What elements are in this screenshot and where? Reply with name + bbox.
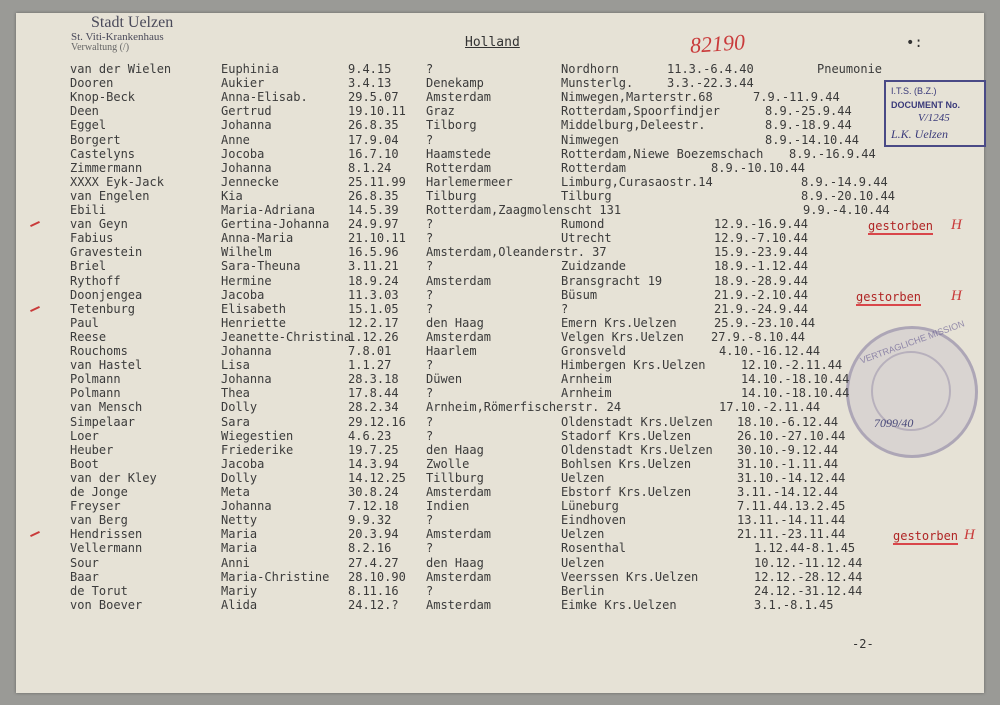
row-origin: den Haag <box>426 442 484 457</box>
row-birth: 28.3.18 <box>348 372 399 387</box>
corner-mark: •: <box>906 35 923 51</box>
row-name: Hendrissen <box>70 527 143 542</box>
row-origin: Arnheim,Römerfischerstr. 24 <box>426 400 622 415</box>
row-origin: ? <box>426 231 434 246</box>
row-name: Zimmermann <box>70 160 143 175</box>
row-dates: 1.12.44-8.1.45 <box>754 541 856 556</box>
row-address: Bransgracht 19 <box>561 273 663 288</box>
row-birth: 14.12.25 <box>348 470 406 485</box>
seal-handwritten-number: 7099/40 <box>874 416 914 430</box>
row-address: Rotterdam,Spoorfindjer <box>561 104 720 119</box>
row-birth: 3.4.13 <box>348 76 392 91</box>
row-origin: ? <box>426 541 434 556</box>
row-origin: ? <box>426 301 434 316</box>
row-first: Dolly <box>221 400 258 415</box>
row-birth: 7.8.01 <box>348 344 392 358</box>
row-dates: 7.9.-11.9.44 <box>753 90 840 105</box>
row-birth: 8.1.24 <box>348 160 392 175</box>
row-birth: 8.2.16 <box>348 541 392 556</box>
row-birth: 17.9.04 <box>348 132 399 147</box>
row-address: Limburg,Curasaostr.14 <box>561 174 713 189</box>
row-name: Eggel <box>70 118 107 133</box>
row-dates: 3.3.-22.3.44 <box>667 76 754 91</box>
row-address: Gronsveld <box>561 344 627 358</box>
row-dates: 12.12.-28.12.44 <box>754 569 863 584</box>
row-origin: ? <box>426 132 434 147</box>
row-origin: Amsterdam <box>426 329 492 344</box>
row-first: Jennecke <box>221 174 279 189</box>
row-birth: 20.3.94 <box>348 527 399 542</box>
row-name: van der Wielen <box>70 62 172 76</box>
row-birth: 25.11.99 <box>348 174 406 189</box>
row-address: Bohlsen Krs.Uelzen <box>561 456 692 471</box>
row-address: Munsterlg. <box>561 76 634 91</box>
row-first: Mariy <box>221 583 258 598</box>
cause-annotation: Pneumonie <box>817 62 883 76</box>
row-origin: Tilborg <box>426 118 477 133</box>
row-address: Lüneburg <box>561 499 619 514</box>
row-address: Nordhorn <box>561 62 619 76</box>
row-origin: Haarlem <box>426 344 477 358</box>
row-birth: 1.1.27 <box>348 358 392 373</box>
row-address: Oldenstadt Krs.Uelzen <box>561 414 713 429</box>
row-dates: 8.9.-25.9.44 <box>765 104 852 119</box>
row-origin: Amsterdam <box>426 527 492 542</box>
row-dates: 14.10.-18.10.44 <box>741 386 850 401</box>
row-address: Nimwegen,Marterstr.68 <box>561 90 713 105</box>
row-dates: 25.9.-23.10.44 <box>714 315 816 330</box>
row-origin: Haamstede <box>426 146 492 161</box>
row-address: Rotterdam,Niewe Boezemschach <box>561 146 764 161</box>
row-origin: ? <box>426 287 434 302</box>
round-seal-stamp: VERTRAGLICHE MISSION <box>846 326 978 458</box>
row-birth: 19.7.25 <box>348 442 399 457</box>
row-address: Rotterdam <box>561 160 627 175</box>
death-annotation: gestorben <box>856 289 922 304</box>
row-origin: Harlemermeer <box>426 174 513 189</box>
row-name: van Mensch <box>70 400 143 415</box>
row-address: Ebstorf Krs.Uelzen <box>561 485 692 499</box>
row-address: Nimwegen <box>561 132 619 147</box>
row-name: van der Kley <box>70 470 157 485</box>
row-dates: 31.10.-1.11.44 <box>737 456 839 471</box>
row-birth: 12.2.17 <box>348 315 399 330</box>
row-origin: Tilburg <box>426 188 477 203</box>
row-address: Berlin <box>561 583 605 598</box>
row-first: Anna-Elisab. <box>221 90 308 105</box>
row-name: Tetenburg <box>70 301 136 316</box>
row-origin: ? <box>426 428 434 443</box>
row-birth: 29.5.07 <box>348 90 399 105</box>
row-name: Gravestein <box>70 245 143 260</box>
row-dates: 21.9.-2.10.44 <box>714 287 808 302</box>
row-first: Meta <box>221 485 250 499</box>
row-origin: Amsterdam <box>426 597 492 612</box>
row-origin: Rotterdam,Zaagmolenscht 131 <box>426 203 622 217</box>
hospital-stamp: Stadt Uelzen St. Viti-Krankenhaus Verwaltung (/) <box>71 14 174 54</box>
row-origin: den Haag <box>426 555 484 570</box>
row-dates: 8.9.-14.10.44 <box>765 132 859 147</box>
row-name: van Geyn <box>70 217 128 232</box>
row-first: Maria-Christine <box>221 569 330 584</box>
row-dates: 15.9.-23.9.44 <box>714 245 808 260</box>
row-birth: 16.7.10 <box>348 146 399 161</box>
row-first: Johanna <box>221 344 272 358</box>
row-name: Polmann <box>70 372 121 387</box>
row-address: Arnheim <box>561 386 612 401</box>
row-first: Maria <box>221 527 258 542</box>
row-dates: 4.10.-16.12.44 <box>719 344 821 358</box>
row-birth: 1.12.26 <box>348 329 399 344</box>
row-name: van Berg <box>70 513 128 528</box>
row-first: Euphinia <box>221 62 279 76</box>
row-origin: Amsterdam <box>426 569 492 584</box>
handwritten-reference-number: 82190 <box>689 29 746 58</box>
row-origin: ? <box>426 513 434 528</box>
row-name: van Engelen <box>70 188 150 203</box>
row-name: van Hastel <box>70 358 143 373</box>
row-birth: 16.5.96 <box>348 245 399 260</box>
row-origin: Rotterdam <box>426 160 492 175</box>
row-address: Eimke Krs.Uelzen <box>561 597 677 612</box>
row-dates: 7.11.44.13.2.45 <box>737 499 846 514</box>
row-first: Anna-Maria <box>221 231 294 246</box>
row-first: Alida <box>221 597 258 612</box>
row-dates: 30.10.-9.12.44 <box>737 442 839 457</box>
row-dates: 26.10.-27.10.44 <box>737 428 846 443</box>
row-first: Johanna <box>221 160 272 175</box>
row-address: Veerssen Krs.Uelzen <box>561 569 699 584</box>
row-dates: 31.10.-14.12.44 <box>737 470 846 485</box>
row-origin: Amsterdam,Oleanderstr. 37 <box>426 245 607 260</box>
row-first: Aukier <box>221 76 265 91</box>
row-dates: 8.9.-14.9.44 <box>801 174 888 189</box>
page-number: -2- <box>852 637 874 651</box>
row-first: Sara <box>221 414 250 429</box>
row-address: Utrecht <box>561 231 612 246</box>
row-name: de Torut <box>70 583 128 598</box>
row-address: Zuidzande <box>561 259 627 274</box>
row-origin: Denekamp <box>426 76 484 91</box>
row-address: Arnheim <box>561 372 612 387</box>
row-birth: 15.1.05 <box>348 301 399 316</box>
row-dates: 21.11.-23.11.44 <box>737 527 846 542</box>
row-origin: Tillburg <box>426 470 484 485</box>
row-first: Gertrud <box>221 104 272 119</box>
row-first: Hermine <box>221 273 272 288</box>
row-first: Friederike <box>221 442 294 457</box>
row-origin: Graz <box>426 104 455 119</box>
row-dates: 17.10.-2.11.44 <box>719 400 821 415</box>
row-address: Himbergen Krs.Uelzen <box>561 358 706 373</box>
row-dates: 10.12.-11.12.44 <box>754 555 863 570</box>
row-name: Boot <box>70 456 99 471</box>
row-name: Rythoff <box>70 273 121 288</box>
row-birth: 27.4.27 <box>348 555 399 570</box>
row-dates: 18.9.-28.9.44 <box>714 273 808 288</box>
row-birth: 4.6.23 <box>348 428 392 443</box>
row-dates: 24.12.-31.12.44 <box>754 583 863 598</box>
row-address: Tilburg <box>561 188 612 203</box>
row-first: Jocoba <box>221 146 265 161</box>
row-first: Maria-Adriana <box>221 203 315 217</box>
row-first: Kia <box>221 188 243 203</box>
row-birth: 9.4.15 <box>348 62 392 76</box>
row-birth: 24.9.97 <box>348 217 399 232</box>
row-dates: 3.11.-14.12.44 <box>737 485 839 499</box>
row-dates: 12.10.-2.11.44 <box>741 358 843 373</box>
row-first: Johanna <box>221 118 272 133</box>
row-dates: 8.9.-16.9.44 <box>789 146 876 161</box>
row-origin: ? <box>426 217 434 232</box>
row-birth: 24.12.? <box>348 597 399 612</box>
death-annotation: gestorben <box>893 529 959 544</box>
row-name: Sour <box>70 555 99 570</box>
row-birth: 29.12.16 <box>348 414 406 429</box>
row-birth: 8.11.16 <box>348 583 399 598</box>
row-name: Rouchoms <box>70 344 128 358</box>
row-name: Vellermann <box>70 541 143 556</box>
row-dates: 18.9.-1.12.44 <box>714 259 808 274</box>
row-name: Simpelaar <box>70 414 136 429</box>
row-dates: 8.9.-20.10.44 <box>801 188 895 203</box>
row-birth: 17.8.44 <box>348 386 399 401</box>
row-first: Gertina-Johanna <box>221 217 330 232</box>
row-address: Middelburg,Deleestr. <box>561 118 706 133</box>
row-birth: 19.10.11 <box>348 104 406 119</box>
row-origin: Amsterdam <box>426 273 492 288</box>
row-name: Reese <box>70 329 107 344</box>
row-dates: 8.9.-10.10.44 <box>711 160 805 175</box>
death-symbol: H <box>964 527 975 544</box>
row-first: Sara-Theuna <box>221 259 301 274</box>
page-title: Holland <box>465 35 520 50</box>
row-first: Henriette <box>221 315 287 330</box>
row-origin: ? <box>426 583 434 598</box>
row-address: Büsum <box>561 287 598 302</box>
row-first: Wilhelm <box>221 245 272 260</box>
death-annotation: gestorben <box>868 219 934 234</box>
row-first: Netty <box>221 513 258 528</box>
row-first: Elisabeth <box>221 301 287 316</box>
row-first: Wiegestien <box>221 428 294 443</box>
row-name: Ebili <box>70 203 107 217</box>
row-name: XXXX Eyk-Jack <box>70 174 164 189</box>
row-birth: 21.10.11 <box>348 231 406 246</box>
row-origin: Amsterdam <box>426 485 492 499</box>
tick-mark <box>30 306 40 312</box>
row-address: Eindhoven <box>561 513 627 528</box>
row-name: Heuber <box>70 442 114 457</box>
row-address: Uelzen <box>561 527 605 542</box>
row-origin: Amsterdam <box>426 90 492 105</box>
row-name: Fabius <box>70 231 114 246</box>
row-first: Jeanette-Christina <box>221 329 352 344</box>
row-name: Paul <box>70 315 99 330</box>
row-name: Freyser <box>70 499 121 514</box>
row-first: Johanna <box>221 372 272 387</box>
death-symbol: H <box>951 217 962 234</box>
row-address: Rumond <box>561 217 605 232</box>
row-name: Baar <box>70 569 99 584</box>
row-name: Borgert <box>70 132 121 147</box>
row-birth: 3.11.21 <box>348 259 399 274</box>
row-address: Uelzen <box>561 555 605 570</box>
row-first: Jacoba <box>221 287 265 302</box>
row-birth: 9.9.32 <box>348 513 392 528</box>
row-origin: Zwolle <box>426 456 470 471</box>
tick-mark <box>30 531 40 537</box>
row-first: Lisa <box>221 358 250 373</box>
row-dates: 3.1.-8.1.45 <box>754 597 834 612</box>
row-origin: ? <box>426 386 434 401</box>
row-dates: 14.10.-18.10.44 <box>741 372 850 387</box>
document-sheet <box>16 13 984 693</box>
row-dates: 13.11.-14.11.44 <box>737 513 846 528</box>
row-first: Jacoba <box>221 456 265 471</box>
row-name: Doonjengea <box>70 287 143 302</box>
row-address: Stadorf Krs.Uelzen <box>561 428 692 443</box>
row-dates: 8.9.-18.9.44 <box>765 118 852 133</box>
row-address: Velgen Krs.Uelzen <box>561 329 684 344</box>
row-address: ? <box>561 301 569 316</box>
row-origin: den Haag <box>426 315 484 330</box>
row-dates: 9.9.-4.10.44 <box>803 203 890 217</box>
row-dates: 12.9.-16.9.44 <box>714 217 808 232</box>
row-name: de Jonge <box>70 485 128 499</box>
row-address: Oldenstadt Krs.Uelzen <box>561 442 713 457</box>
row-address: Rosenthal <box>561 541 627 556</box>
row-first: Anni <box>221 555 250 570</box>
row-name: Deen <box>70 104 99 119</box>
row-name: Knop-Beck <box>70 90 136 105</box>
row-origin: ? <box>426 259 434 274</box>
row-birth: 18.9.24 <box>348 273 399 288</box>
row-name: Briel <box>70 259 107 274</box>
row-first: Maria <box>221 541 258 556</box>
row-birth: 28.10.90 <box>348 569 406 584</box>
row-name: Loer <box>70 428 99 443</box>
row-birth: 14.3.94 <box>348 456 399 471</box>
row-origin: ? <box>426 414 434 429</box>
tick-mark <box>30 221 40 227</box>
row-first: Thea <box>221 386 250 401</box>
row-birth: 14.5.39 <box>348 203 399 217</box>
row-origin: ? <box>426 62 434 76</box>
row-dates: 12.9.-7.10.44 <box>714 231 808 246</box>
row-name: Dooren <box>70 76 114 91</box>
row-first: Anne <box>221 132 250 147</box>
row-birth: 11.3.03 <box>348 287 399 302</box>
row-name: Polmann <box>70 386 121 401</box>
row-birth: 26.8.35 <box>348 188 399 203</box>
row-birth: 30.8.24 <box>348 485 399 499</box>
row-dates: 21.9.-24.9.44 <box>714 301 808 316</box>
row-address: Emern Krs.Uelzen <box>561 315 677 330</box>
row-birth: 26.8.35 <box>348 118 399 133</box>
row-origin: Indien <box>426 499 470 514</box>
row-first: Dolly <box>221 470 258 485</box>
row-birth: 28.2.34 <box>348 400 399 415</box>
row-birth: 7.12.18 <box>348 499 399 514</box>
row-name: Castelyns <box>70 146 136 161</box>
row-address: Uelzen <box>561 470 605 485</box>
row-name: von Boever <box>70 597 143 612</box>
row-dates: 18.10.-6.12.44 <box>737 414 839 429</box>
row-dates: 27.9.-8.10.44 <box>711 329 805 344</box>
row-first: Johanna <box>221 499 272 514</box>
row-origin: ? <box>426 358 434 373</box>
document-number-stamp: I.T.S. (B.Z.) DOCUMENT No. V/1245 L.K. Uelzen <box>884 80 986 147</box>
death-symbol: H <box>951 287 962 304</box>
row-origin: Düwen <box>426 372 463 387</box>
row-dates: 11.3.-6.4.40 <box>667 62 754 76</box>
